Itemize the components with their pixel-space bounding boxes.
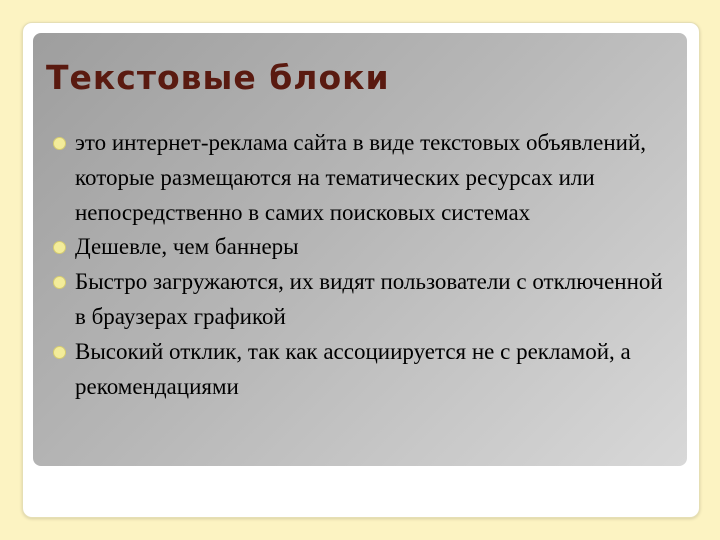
bullet-text: Быстро загружаются, их видят пользователи с отключенной в браузерах графикой (75, 269, 663, 329)
bullet-text: это интернет-реклама сайта в виде текстовых объявлений, которые размещаются на тематических ресурсах или непосредственно в самих поисковых системах (75, 130, 647, 225)
bullet-text: Высокий отклик, так как ассоциируется не с рекламой, а рекомендациями (75, 338, 631, 399)
bullet-list (50, 126, 670, 404)
bullet-item (50, 265, 670, 335)
bullet-icon (53, 276, 66, 289)
bullet-item (50, 335, 670, 405)
slide-title: Текстовые блоки (46, 58, 390, 97)
bullet-icon (53, 241, 66, 254)
bullet-item (50, 126, 670, 230)
bullet-icon (53, 137, 66, 150)
bullet-text: Дешевле, чем баннеры (75, 234, 299, 260)
bullet-item (50, 230, 670, 265)
bullet-icon (53, 346, 66, 359)
